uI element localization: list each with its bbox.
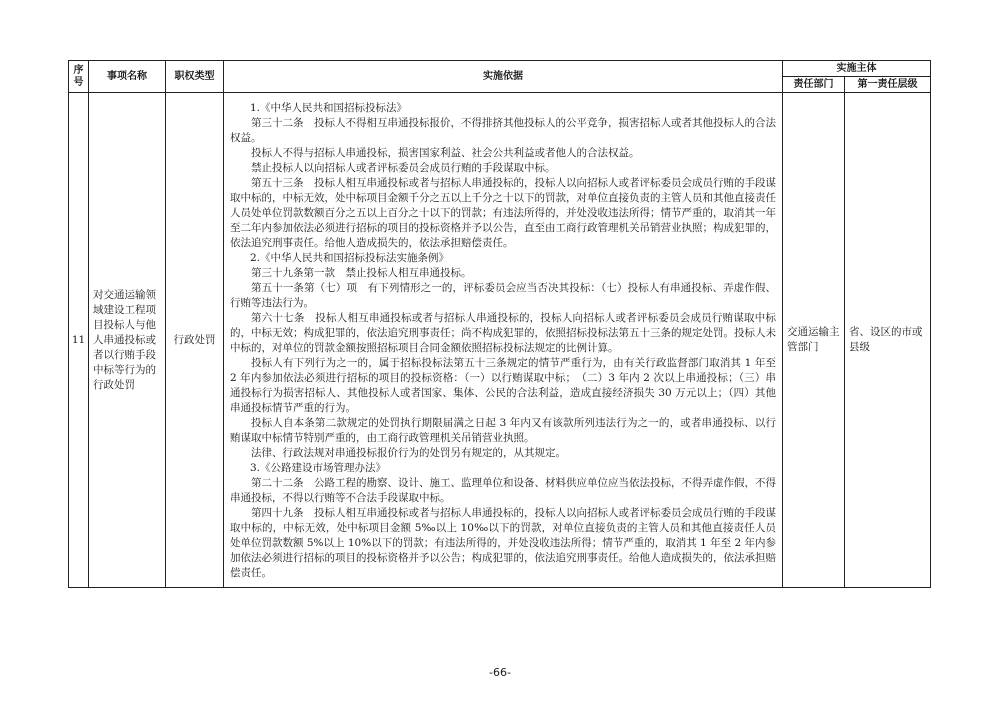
header-implementing-subject: 实施主体: [783, 61, 931, 77]
header-seq: 序号: [69, 61, 89, 93]
row-item-name: 对交通运输领域建设工程项目投标人与他人串通投标或者以行贿手段中标等行为的行政处罚: [89, 93, 166, 588]
row-basis: [224, 93, 783, 588]
header-first-level: 第一责任层级: [845, 77, 931, 93]
article-paragraph: 第四十九条 投标人相互串通投标或者与招标人串通投标的，投标人以向招标人或者评标委员会成员行贿的手段谋取中标的，中标无效，处中标项目金额 5‰以上 10‰以下的罚款，对单位直接负责的主管人员和其他直接责任人员处单位罚款数额 5%以上 10%以下的罚款；有违法所得的，并处没收违法所得；情节严重的，取消其 1 年至 2 年内参加依法必须进行招标的项目的投标资格并予以公告；构成犯罪的，依法追究刑事责任。给他人造成损失的，依法承担赔偿责任。: [230, 507, 776, 579]
law-title: 2.《中华人民共和国招标投标法实施条例》: [249, 252, 449, 264]
article-paragraph: 投标人有下列行为之一的，属于招标投标法第五十三条规定的情节严重行为，由有关行政监督部门取消其 1 年至 2 年内参加依法必须进行招标的项目的投标资格：（一）以行贿谋取中标； （二）3 年内 2 次以上串通投标；（三）串通投标行为损害招标人、其他投标人或者国家、集体、公民的合法利益，造成直接经济损失 30 万元以上；（四）其他串通投标情节严重的行为。: [230, 357, 776, 414]
table-row: [69, 93, 931, 588]
article-paragraph: 第三十九条第一款 禁止投标人相互串通投标。: [251, 267, 472, 279]
header-basis: 实施依据: [224, 61, 783, 93]
article-paragraph: 第三十二条 投标人不得相互串通投标报价，不得排挤其他投标人的公平竞争，损害招标人或者其他投标人的合法权益。: [230, 117, 776, 144]
header-authority-type: 职权类型: [166, 61, 224, 93]
article-paragraph: 第二十二条 公路工程的勘察、设计、施工、监理单位和设备、材料供应单位应当依法投标，不得弄虚作假，不得串通投标，不得以行贿等不合法手段谋取中标。: [230, 477, 776, 504]
authority-table: [68, 60, 931, 588]
article-paragraph: 第六十七条 投标人相互串通投标或者与招标人串通投标的，投标人向招标人或者评标委员会成员行贿谋取中标的，中标无效；构成犯罪的，依法追究刑事责任；尚不构成犯罪的，依照招标投标法第五十三条的规定处罚。投标人未中标的，对单位的罚款金额按照招标项目合同金额依照招标投标法规定的比例计算。: [230, 312, 776, 354]
row-seq: 11: [69, 93, 89, 588]
article-paragraph: 投标人自本条第二款规定的处罚执行期限届满之日起 3 年内又有该款所列违法行为之一的，或者串通投标、以行贿谋取中标情节特别严重的，由工商行政管理机关吊销营业执照。: [230, 417, 776, 444]
row-first-level: 省、设区的市或县级: [845, 93, 931, 588]
row-responsible-dept: 交通运输主管部门: [783, 93, 845, 588]
article-paragraph: 法律、行政法规对串通投标报价行为的处罚另有规定的，从其规定。: [251, 447, 566, 459]
header-item-name: 事项名称: [89, 61, 166, 93]
article-paragraph: 投标人不得与招标人串通投标，损害国家利益、社会公共利益或者他人的合法权益。: [251, 147, 640, 159]
law-title: 3.《公路建设市场管理办法》: [249, 462, 386, 474]
header-row: [69, 61, 931, 77]
article-paragraph: 第五十三条 投标人相互串通投标或者与招标人串通投标的，投标人以向招标人或者评标委员会成员行贿的手段谋取中标的，中标无效，处中标项目金额千分之五以上千分之十以下的罚款，对单位直接负责的主管人员和其他直接责任人员处单位罚款数额百分之五以上百分之十以下的罚款；有违法所得的，并处没收违法所得；情节严重的，取消其一年至二年内参加依法必须进行招标的项目的投标资格并予以公告，直至由工商行政管理机关吊销营业执照；构成犯罪的，依法追究刑事责任。给他人造成损失的，依法承担赔偿责任。: [230, 177, 776, 249]
article-paragraph: 禁止投标人以向招标人或者评标委员会成员行贿的手段谋取中标。: [251, 162, 556, 174]
article-paragraph: 第五十一条第（七）项 有下列情形之一的，评标委员会应当否决其投标：（七）投标人有串通投标、弄虚作假、行贿等违法行为。: [230, 282, 776, 309]
header-responsible-dept: 责任部门: [783, 77, 845, 93]
page-number: -66-: [489, 666, 511, 679]
row-authority-type: 行政处罚: [166, 93, 224, 588]
law-title: 1.《中华人民共和国招标投标法》: [249, 102, 407, 114]
basis-text: [230, 101, 776, 581]
